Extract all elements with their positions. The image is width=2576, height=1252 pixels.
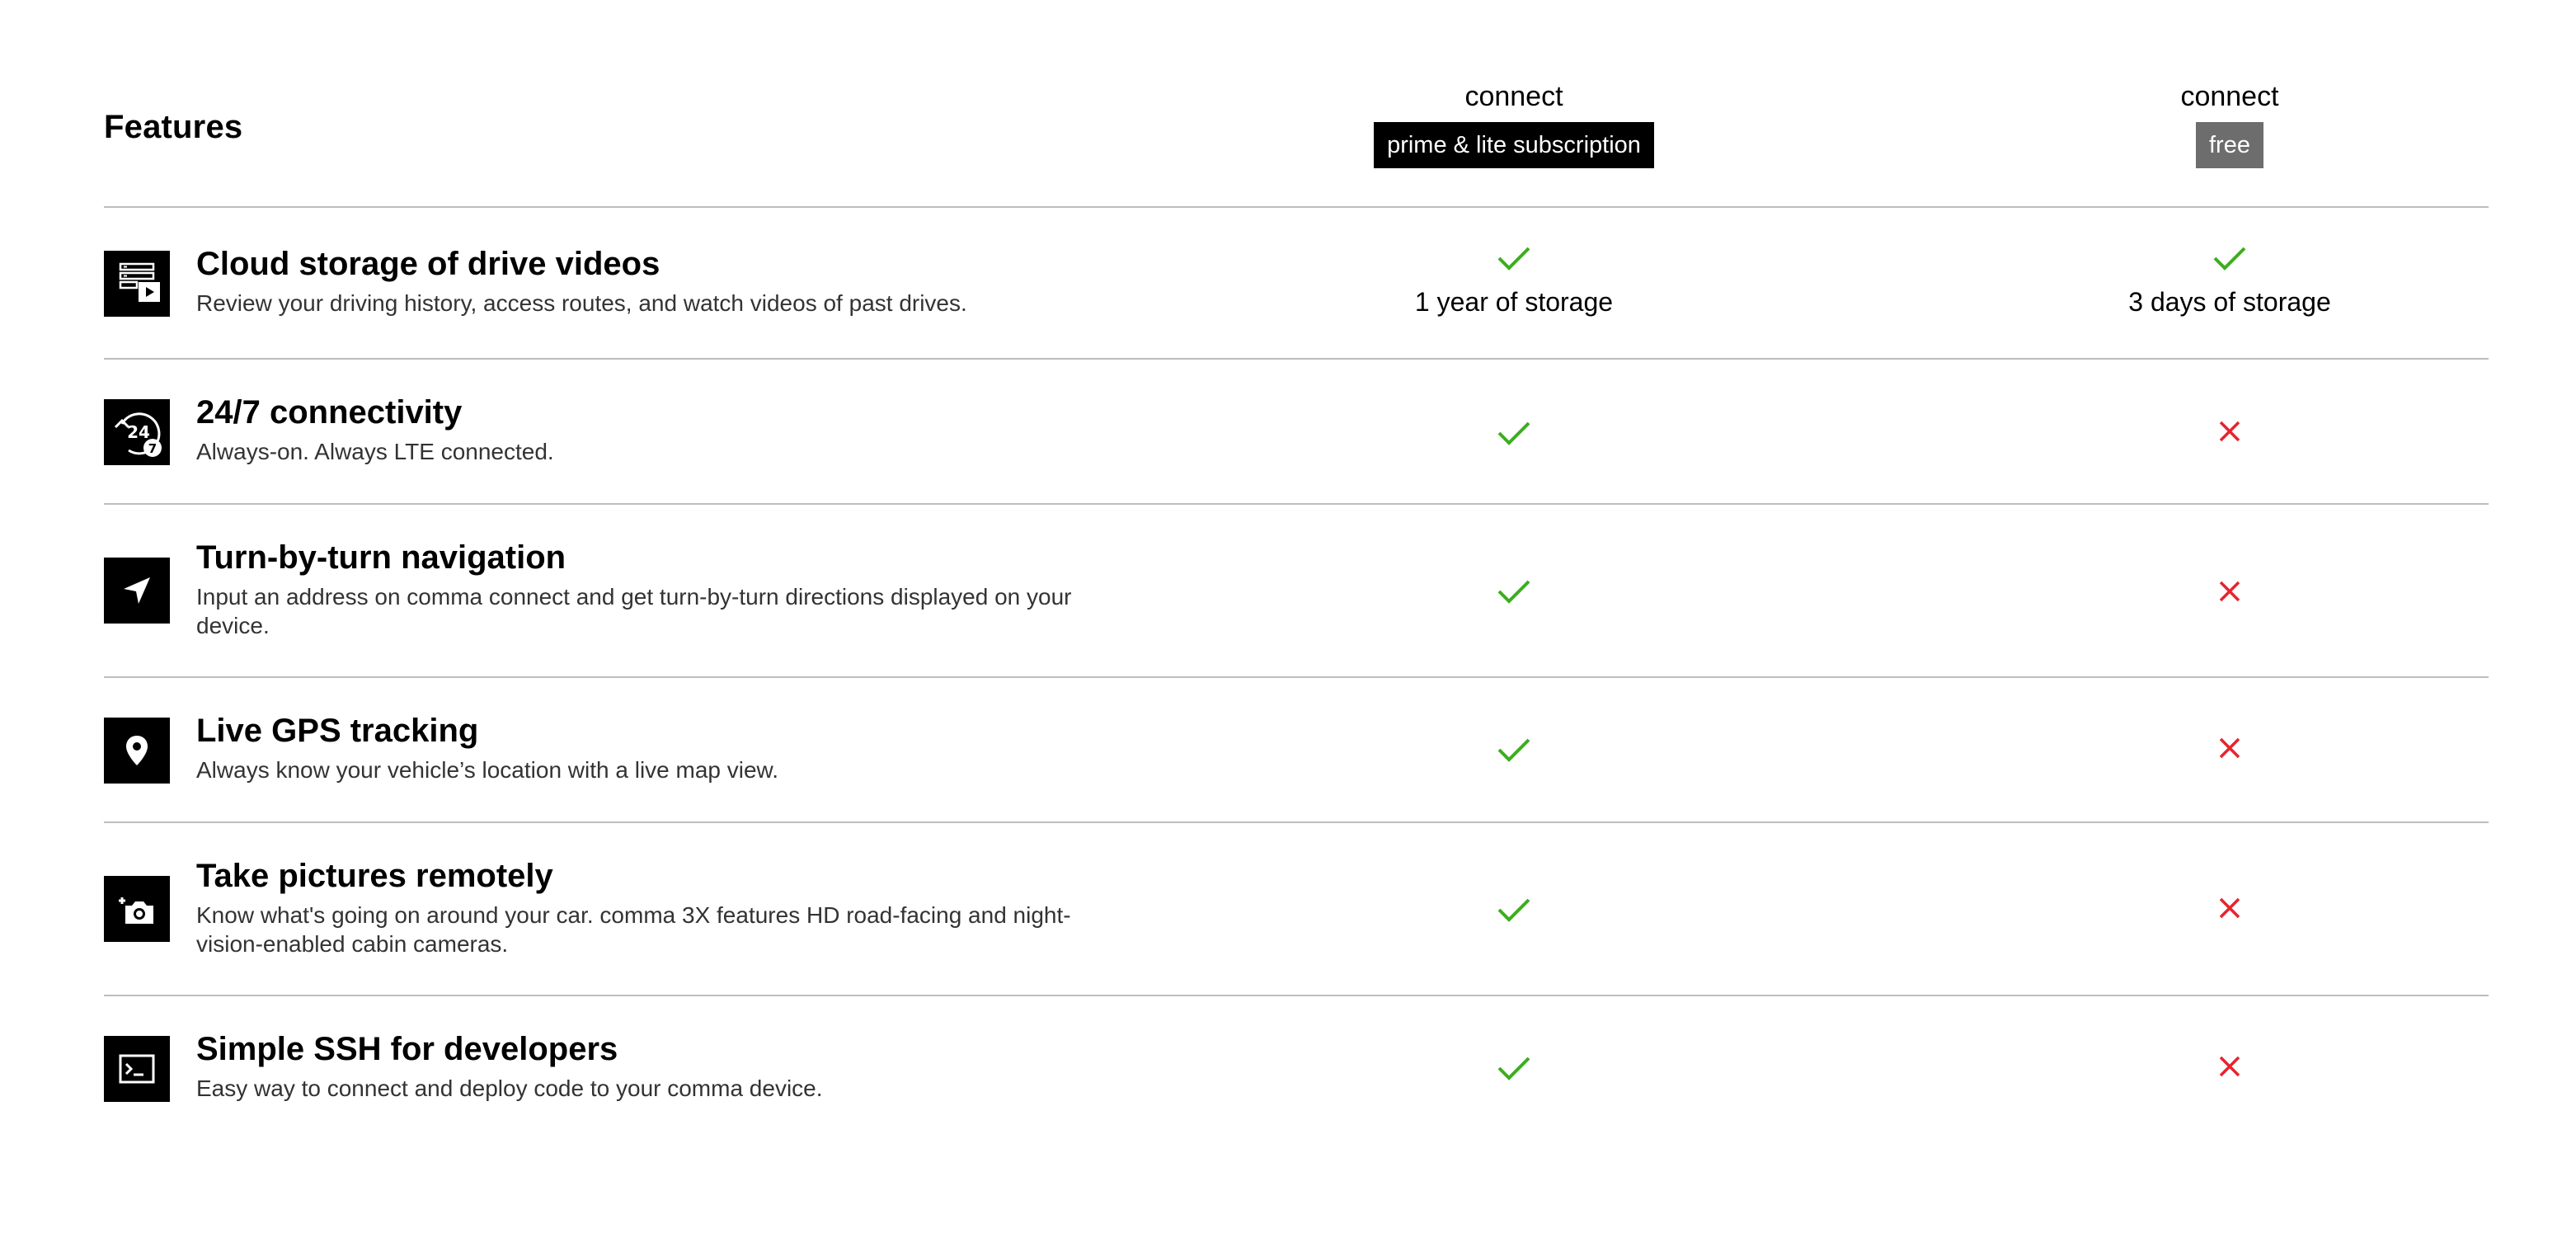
video-storage-icon (104, 251, 170, 317)
plan-header-free (1999, 79, 2461, 168)
cross-icon (2217, 896, 2242, 920)
feature-row-navigation (104, 505, 2489, 678)
feature-row-pictures (104, 823, 2489, 996)
feature-text (196, 538, 1103, 640)
prime-cell (1283, 737, 1745, 762)
terminal-icon (104, 1036, 170, 1102)
check-icon (1497, 1056, 1530, 1080)
feature-description: Input an address on comma connect and get turn-by-turn directions displayed on your device. (196, 584, 1072, 638)
feature-title: Cloud storage of drive videos (196, 246, 660, 282)
free-cell (1999, 896, 2461, 920)
feature-row-gps (104, 678, 2489, 823)
table-header (104, 0, 2489, 208)
cross-icon (2217, 736, 2242, 760)
prime-cell (1283, 246, 1745, 318)
check-icon (1497, 246, 1530, 271)
feature-text (196, 856, 1103, 958)
plan-header-prime (1283, 79, 1745, 168)
cross-icon (2217, 419, 2242, 444)
prime-cell (1283, 421, 1745, 445)
cross-icon (2217, 579, 2242, 604)
feature-text (196, 393, 1103, 466)
svg-text:7: 7 (148, 441, 157, 456)
svg-text:24: 24 (127, 422, 150, 442)
free-cell (1999, 1054, 2461, 1079)
check-icon (1497, 579, 1530, 604)
check-icon (1497, 421, 1530, 445)
twenty-four-seven-icon (104, 399, 170, 465)
prime-cell (1283, 579, 1745, 604)
features-heading: Features (104, 109, 243, 145)
feature-row-ssh (104, 996, 2489, 1145)
feature-description: Easy way to connect and deploy code to your comma device. (196, 1075, 823, 1101)
feature-row-connectivity (104, 360, 2489, 505)
check-icon (1497, 897, 1530, 922)
feature-text (196, 711, 1103, 784)
feature-description: Review your driving history, access routes, and watch videos of past drives. (196, 290, 967, 316)
plan-name: connect (1464, 81, 1563, 112)
free-cell (1999, 736, 2461, 760)
feature-description: Always know your vehicle’s location with a live map view. (196, 757, 779, 783)
feature-row-cloud-storage (104, 208, 2489, 360)
feature-comparison-table (104, 0, 2489, 1145)
feature-title: 24/7 connectivity (196, 394, 463, 431)
add-camera-icon (104, 876, 170, 942)
plan-badge-prime: prime & lite subscription (1374, 122, 1654, 168)
cross-icon (2217, 1054, 2242, 1079)
check-icon (2213, 246, 2246, 271)
free-cell (1999, 419, 2461, 444)
feature-title: Simple SSH for developers (196, 1031, 618, 1067)
feature-description: Always-on. Always LTE connected. (196, 439, 554, 464)
feature-text (196, 244, 1103, 318)
feature-title: Live GPS tracking (196, 713, 479, 749)
prime-cell (1283, 1056, 1745, 1080)
plan-name: connect (2180, 81, 2279, 112)
storage-note: 1 year of storage (1414, 287, 1614, 317)
prime-cell (1283, 897, 1745, 922)
free-cell (1999, 579, 2461, 604)
check-icon (1497, 737, 1530, 762)
plan-badge-free: free (2196, 122, 2263, 168)
feature-text (196, 1029, 1103, 1103)
storage-note: 3 days of storage (2128, 287, 2331, 317)
feature-title: Turn-by-turn navigation (196, 539, 566, 576)
feature-title: Take pictures remotely (196, 858, 553, 894)
free-cell (1999, 246, 2461, 318)
navigation-arrow-icon (104, 558, 170, 624)
feature-description: Know what's going on around your car. comma 3X features HD road-facing and night-vision-enabled cabin cameras. (196, 902, 1071, 957)
location-pin-icon (104, 718, 170, 784)
